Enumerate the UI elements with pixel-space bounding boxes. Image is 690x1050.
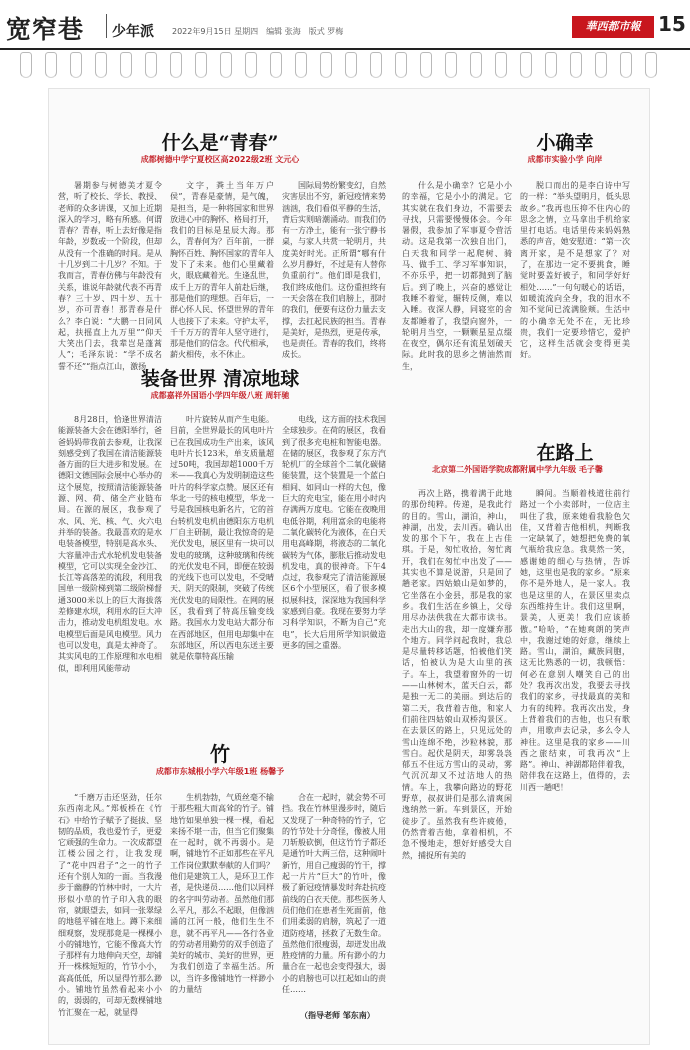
brand-title: 宽窄巷 [6,15,85,44]
article-title: 竹 [210,742,230,766]
article-column [58,180,162,371]
ring-icon [645,52,657,78]
ring-icon [120,52,132,78]
header-divider [106,14,107,38]
page-header [0,0,690,48]
article-column [402,488,512,1036]
article-body: 瞬间。当顺着栈道往前行路过一个小卖部时，一位店主叫住了我，原来她看我脸色欠佳，又背着吉他相机，判断我一定缺氧了，她想把免费的氧气瓶给我应急。我莫然一笑，感谢她的细心与热情，告诉她，这里也是我的家乡。“原来你不是外地人，是一家人。我也是这里的人，在景区里卖点东西维持生计。我们这里啊，景美，人更美！我们应该骄傲。”哈哈，“在她爽朗的笑声中，我谢过她的好意，继续上路。雪山，湖泊，藏族同胞，这无比熟悉的一切，我顿悟：何必在意别人嘲笑自己的出处？我再次出发，我要去寻找我们的家乡，寻找最真的美和力有的纯粹。我再次出发，身上背着我们的吉他，也只有歌声，用歌声去记录，多么令人神往。这里是我的家乡——川西之旅结束，可我再次“上路”。神山、神湖都陪伴着我，陪伴我在这路上，值得的，去川西一趟吧！ [520,489,630,792]
article-byline: 成都市东城根小学六年级1班 杨馨予 [155,767,285,776]
article-column [282,792,386,1002]
issue-meta: 2022年9月15日 星期四 编辑 张海 版式 罗梅 [172,27,344,36]
section-title: 少年派 [112,24,154,40]
masthead-logo: 華西都市報 [572,16,654,38]
ring-icon [220,52,232,78]
article-body: 合在一起时，就会势不可挡。我在竹林里漫步时，随后又发现了一种奇特的竹子，它的竹节处十分奇怪，像被人用刀斩般砍倒，但这竹竹子都还是通竹叶大两三倍，这种闹叶新竹，用自己瘦弱的竹干，撑起一片片“巨大”的竹叶，像极了新冠疫情暴发时奔赴抗疫前线的白衣天使。那些医务人员们他们在患者生死面前，他们用柔弱的肩膀，筑起了一道道防疫堵，拯救了无数生命。虽然他们很瘦弱，却迸发出战胜疫情的力量。所有渺小的力量合在一起也会变得强大，弱小的肩膀也可以扛起如山的责任…… [282,793,386,995]
article-body: 电线，这方面的技术我国全球独步。在荷的展区，我看到了很多充电桩和智能电器。在储的展区，我参观了东方汽轮机厂的全球首个二氧化碳储能装置，这个装置是一个蓝白相间、如同山一样的大包，像巨大的充电宝，能在用小时内存满两万度电。它能在夜晚用电低谷期，利用富余的电能将二氧化碳转化为液体，在白天用电高峰期，将液态的二氧化碳转为气体，膨胀后推动发电机发电，真的很神奇。下午4点过，我参观完了清洁能源展区6个小型展区，看了很多模拟展科技，深深地为我国科学家感到自豪。我现在要努力学习科学知识，不断为自己“充电”，长大后用所学知识做造更多的国之重器。 [282,415,386,650]
ring-icon [145,52,157,78]
article-column [520,180,630,420]
article-byline: 北京第二外国语学院成都附属中学九年级 毛子馨 [432,465,603,474]
header-rule [0,48,690,50]
ring-icon [470,52,482,78]
article-byline: 成都嘉祥外国语小学四年级八班 周轩驰 [150,391,290,400]
article-body: 暑期参与树德美才夏令营，听了校长、学长、教授、老师的众多讲课，又加上近期深入的学习，略有所感。何谓青春？青春，听上去好像是指年龄，岁数或一个阶段，但却从没有一个准确的时间。是从十几岁到二十几岁？不知。于我而言，青春仿佛与年龄没有关系，谁说年龄就代表不再青春？三十岁、四十岁、五十岁，亦可青春！那青春是什么？李白说：“大鹏一日同风起，扶摇直上九万里”“仰天大笑出门去，我辈岂是蓬蒿人”；毛泽东说：“学不成名誓不还”“指点江山，激扬 [58,181,162,371]
article-column [170,792,274,1024]
article-body: 国际局势纷繁变幻，自然灾害层出不穷，新冠疫情来势汹汹，我们看似平静的生活，背后实则暗潮涌动。而我们仍有一方净土，能有一张宁静书桌，与家人共赏一轮明月，共度美好时光。正所谓“哪有什么岁月静好，不过是有人替你负重前行”。他们即是我们，我们终成他们。这份重担终有一天会落在我们肩膀上，那时的我们，便要有这份力量去支撑，去扛起民族的担当。青春是美好，是热烈，更是传承，也是责任。青春的我们，终将成长。 [282,181,386,360]
article-column [170,180,274,360]
ring-icon [320,52,332,78]
ring-icon [195,52,207,78]
article-column [282,414,386,719]
ring-icon [595,52,607,78]
ring-icon [495,52,507,78]
ring-icon [520,52,532,78]
article-body: 叶片旋转从而产生电能。目前，全世界最长的风电叶片已在我国成功生产出来，该风电叶片长123米，单支质量超过50吨，我国却超1000千万米——我真心为发明制造这些叶片的科学家点赞。展区还有华北一号的核电模型，华龙一号是我国核电新名片，它的首台转机发电机由德阳东方电机厂自主研制，最让我惊奇的是光伏发电，展区里有一块可以发电的玻璃，这种玻璃和传统的光伏发电不同，即便在较弱的光线下也可以发电，不受晴天、阴天的限制，突破了传统光伏发电的局限性。在网的展区，我看到了特高压输变线路。我国水力发电站大都分布在西部地区，但用电却集中在东部地区，所以西电东送主要就是依靠特高压输 [170,415,274,662]
ring-icon [545,52,557,78]
ring-icon [345,52,357,78]
ring-icon [370,52,382,78]
article-title: 小确幸 [536,132,594,154]
article-body: 生机勃勃，气质丝毫不输于那些粗大而高耸的竹子。铺地竹如果单独一棵一棵，看起来扬不堪一击，但当它们聚集在一起时，就不再弱小。是啊，铺地竹不正如那些在平凡工作岗位默默奉献的人们吗？他们是建筑工人，是环卫工作者，是快递员……他们以同样的名字叫劳动者。虽然他们那么平凡，那么不起眼，但像汹涌的江河一般，他们生生不息，就不再平凡——各行各业的劳动者用勤劳的双手创造了美好的城市、美好的世界，更为我们创造了幸福生活。所以，当许多像铺地竹一样渺小的力量结 [170,793,274,995]
ring-icon [270,52,282,78]
article-column [520,488,630,1036]
article-column [170,414,274,719]
article-byline: 成都树德中学宁夏校区高2022级2班 文元心 [140,155,300,164]
article-title: 什么是“青春” [161,132,279,154]
article-column [282,180,386,360]
ring-icon [395,52,407,78]
ring-icon [20,52,32,78]
teacher-credit: （指导老师 邹东南） [300,1011,375,1020]
ring-icon [295,52,307,78]
article-body: 脱口而出的是李白诗中写的一样：“举头望明月，低头思故乡。”我再也压抑不住内心的思念之情，立马拿出手机给家里打电话。电话里传来妈妈熟悉的声音，她安慰道：“第一次离开家，是不是想家了？对了，在那边一定不要挑食，睡觉时要盖好被子，和同学好好相处……”一句句暖心的话语，如暖流流向全身，我的泪水不知不觉间已流满脸颊。生活中的小确幸无处不在，无比珍贵，我们一定要珍惜它，爱护它，这样生活就会变得更美好。 [520,181,630,360]
ring-icon [70,52,82,78]
article-body: 文字，粪土当年万户侯”，青春是豪情，是气魄，是担当，是一种将国家和世界放进心中的胸怀、格局打开，我们的目标是星辰大海。那么，青春何为？百年前，一群胸怀百姓、胸怀国家的青年人发下了未来。他们心里藏着火，眼底藏着光。生逢乱世，成千上万的青年人前赴后继，那是他们的理想。百年后，一群心怀人民、怀望世界的青年人也接下了未来。守护太平，千千万万的青年人坚守进行，那是他们的信念。代代相承，薪火相传，永不休止。 [170,181,274,360]
article-body: 再次上路，携着满于此地的那份纯粹。传递，是我此行的目的。雪山，湖泊，神山，神湖，出发，去川西。确认出发的那个下午，我在上古佳琪。于是，匆忙收拾，匆忙离开，我们在匆忙中出发了——其实也不算是说游，只是回了趟老家。四姑娘山是如梦的，它坐落在小金县，那是我的家乡。我们生活在乡镇上，父母用尽办法供我在大都市读书。走出大山的我，却一度嫌弃那个地方。同学问起我时，我总是尽量转移话题，怕被他们笑话，怕被认为是大山里的孩子。车上，我望着窗外的一切——山林树木，蓝天白云，都是独一无二的美丽。到达后的第二天，我背着吉他，和家人们前往四姑娘山双桥沟景区。在去景区的路上，只见远处的雪山连绵不绝，沙粒林貌，那雪白。起伏是阴天，却雾袅袅郁五不住远方雪山的灵动，雾气沉沉却又不过洁地人的热情。车上，我攀向路边的野花野草，叔叔讲们是那么清爽闲逸纳然一新。车到景区，开始徒步了。虽然我有些许疲倦，仍然背着吉他，拿着相机，不急不慢地走，想好好感受大自然，捕捉所有美的 [402,489,512,860]
ring-icon [45,52,57,78]
article-column [58,792,162,1024]
article-body: 什么是小确幸？它是小小的幸福，它是小小的满足。它其实就在我们身边，不需要去寻找，只需要慢慢体会。今年暑假，我参加了军事夏令营活动。这是我第一次独自出门，白天我和同学一起爬树、骑马、做手工、学习军事知识，不亦乐乎，把一切都抛到了脑后。到了晚上，兴奋的感觉让我睡不着觉，辗转反侧，难以入睡。夜深人静，同寝室的舍友都睡着了，我望向窗外，一轮明月当空，一颗颗星星点缀在夜空，偶尔还有流星划破天际。此时我的思乡之情油然而生， [402,181,512,371]
ring-icon [570,52,582,78]
article-title: 在路上 [536,442,594,464]
ring-icon [95,52,107,78]
article-body: “千磨万击还坚劲，任尔东西南北风。”郑板桥在《竹石》中给竹子赋予了挺拔、坚韧的品质，我也爱竹子，更爱它顽强的生命力。一次成都望江楼公园之行，让我发现了“花中四君子”之一的竹子还有个别人知的一面。当我漫步于幽静的竹林中时，一大片形似小草的竹子印入我的眼帘，就眼望去，如同一张翠绿的地毯平铺在地上。蹲下来细细观察，发现那竟是一棵棵小小的铺地竹，它能不像高大竹子那样有力地伸向天空，却铺开一株株短短的，竹节小小，高高低低，所以显得竹那么渺小。铺地竹虽然看起来小小的，弱弱的，可却无数棵铺地竹汇聚在一起，就显得 [58,793,162,1017]
article-title: 装备世界 清凉地球 [140,368,300,390]
ring-icon [420,52,432,78]
notebook-rings [20,52,670,92]
article-byline: 成都市实验小学 向岸 [527,155,603,164]
article-column [58,414,162,719]
article-column [402,180,512,420]
article-body: 8月28日，恰逢世界清洁能源装备大会在德阳举行，爸爸妈妈带我前去参观，让我深刻感受到了我国在清洁能源装备方面的巨大进步和发展。在德阳文德国际会展中心举办的这个展览，按照清洁能源装备源、网、荷、储全产业链布局。在源的展区，我参观了水、风、光、核、气、火六电并举的装备。我最喜欢的是水电装备模型，特别是高水头、大容量冲击式水轮机发电装备模型，它可以实现全金沙江、长江等高落差的流段，利用我国单一级阶梯到第二级阶梯督通3000米以上的巨大海拔落差修建水坝，利用水的巨大冲击力，推动发电机组发电。水电模型后面是风电模型。风力也可以发电，真是太神奇了。其实风电的工作原理和水电相似，即利用风能带动 [58,415,162,673]
ring-icon [620,52,632,78]
ring-icon [170,52,182,78]
page-number: 15 [658,12,686,36]
ring-icon [445,52,457,78]
ring-icon [245,52,257,78]
